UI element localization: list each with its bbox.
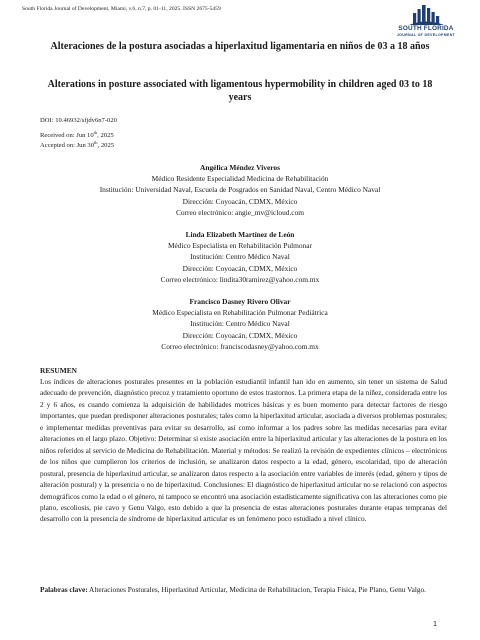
journal-logo: [388, 4, 464, 38]
author-email: Correo electrónico: lindita30ramirez@yahoo.com.mx: [160, 274, 320, 284]
logo-emblem-icon: [388, 4, 464, 26]
author-address: Dirección: Coyoacán, CDMX, México: [182, 330, 298, 340]
author-role: Médico Especialista en Rehabilitación Pulmonar: [167, 241, 313, 251]
author-address: Dirección: Coyoacán, CDMX, México: [182, 263, 298, 273]
author-email: Correo electrónico: angie_mv@icloud.com: [175, 207, 305, 217]
keywords: [40, 584, 447, 595]
author-institution: Institución: Centro Médico Naval: [190, 252, 290, 262]
keywords-label: Palabras clave:: [40, 585, 88, 594]
author-institution: Institución: Centro Médico Naval: [190, 319, 290, 329]
author-name: Angélica Méndez Viveros: [200, 163, 280, 172]
author-institution: Institución: Universidad Naval, Escuela de Posgrados en Sanidad Naval, Centro Médico Naval: [99, 185, 381, 195]
title-english: Alterations in posture associated with ligamentous hypermobility in children aged 03 to 18 years: [47, 79, 433, 103]
running-header: South Florida Journal of Development, Miami, v.6, n.7, p. 01-11, 2025. ISSN 2675-5459: [22, 6, 221, 12]
abstract-text: Los índices de alteraciones posturales presentes en la población estudiantil infantil han ido en aumento, sin tener un sistema de Salud adecuado de prevención, diagnóstico precoz y tratamiento oportuno de estos trastornos. La primera etapa de la niñez, considerada entre los 2 y 6 años, es cuando comienza la adquisición de habilidades motrices básicas y es buen momento para detectar factores de riesgo importantes, que puedan predisponer alteraciones posturales; tales como la hiperlaxitud articular, asociada a diversos problemas posturales; e implementar medidas preventivas para evitar su desarrollo, así como informar a los padres sobre las medidas necesarias para evitar alteraciones en el largo plazo. Objetivo: Determinar si existe asociación entre la hiperlaxitud articular y las alteraciones de la postura en los niños referidos al servicio de Medicina de Rehabilitación. Material y métodos: Se realizó la revisión de expedientes clínicos – electrónicos de los niños que cumplieron los criterios de inclusión, se analizaron datos respecto a la edad, género, escolaridad, tipo de alteración postural, presencia de hiperlaxitud articular, se analizaron datos respecto a la asociación entre variables de interés (edad, género y tipos de alteración postural) y la presencia o no de hiperlaxitud. Conclusiones: El diagnóstico de hiperlaxitud articular no se relacionó con aspectos demográficos como la edad o el género, ni tampoco se encontró una asociación estadísticamente significativa con las alteraciones como pie plano, escoliosis, pie cavo y Genu Valgo, esto debido a que la presencia de estas alteraciones posturales durante etapas tempranas del desarrollo con la presencia de síndrome de hiperlaxitud articular es un fenómeno poco estudiado a nivel clínico.: [40, 377, 447, 524]
logo-text-main: SOUTH FLORIDA: [398, 25, 454, 32]
author-address: Dirección: Coyoacán, CDMX, México: [182, 196, 298, 206]
keywords-text: Alteraciones Posturales, Hiperlaxitud Articular, Medicina de Rehabilitacion, Terapia Física, Pie Plano, Genu Valgo.: [89, 585, 426, 594]
title-spanish: Alteraciones de la postura asociadas a hiperlaxitud ligamentaria en niños de 03 a 18 años: [50, 41, 430, 52]
author-role: Médico Residente Especialidad Medicina de Rehabilitación: [151, 174, 329, 184]
page-number: 1: [433, 619, 437, 628]
accepted-date: Accepted on: Jun 30th, 2025: [40, 139, 115, 149]
logo-text-sub: JOURNAL OF DEVELOPMENT: [396, 32, 456, 37]
resumen-heading: RESUMEN: [40, 366, 77, 375]
dates-block: [40, 131, 114, 150]
author-role: Médico Especialista en Rehabilitación Pulmonar Pediátrica: [152, 308, 328, 318]
author-email: Correo electrónico: franciscodasney@yahoo.com.mx: [161, 341, 319, 351]
author-block-2: [40, 229, 440, 285]
author-block-3: [40, 296, 440, 352]
doi: DOI: 10.46932/sfjdv6n7-020: [40, 117, 117, 124]
author-block-1: [40, 162, 440, 218]
author-name: Linda Elizabeth Martínez de León: [185, 230, 295, 239]
received-date: Received on: Jun 10th, 2025: [40, 129, 114, 139]
author-name: Francisco Dasney Rivero Olivar: [189, 297, 291, 306]
